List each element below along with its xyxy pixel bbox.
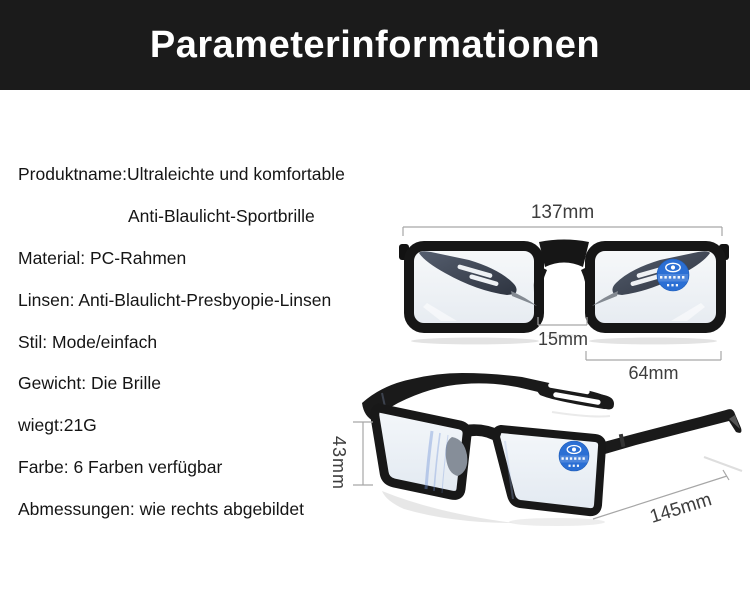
anti-blue-light-sticker: [657, 259, 689, 291]
spec-line-dimensions: Abmessungen: wie rechts abgebildet: [18, 499, 305, 519]
page-title: Parameterinformationen: [149, 23, 601, 66]
dim-label-lens-width: 64mm: [628, 363, 679, 383]
bridge: [539, 240, 589, 268]
shadow: [411, 338, 539, 345]
spec-line-material: Material: PC-Rahmen: [18, 248, 187, 268]
shadow: [704, 457, 742, 471]
header-bar: [0, 0, 750, 90]
shadow: [589, 338, 717, 345]
nose-flange: [534, 265, 547, 295]
shadow: [552, 412, 610, 417]
spec-line-weight-2: wiegt:21G: [18, 415, 97, 435]
spec-line-lenses: Linsen: Anti-Blaulicht-Presbyopie-Linsen: [18, 290, 332, 310]
spec-line-color: Farbe: 6 Farben verfügbar: [18, 457, 223, 477]
spec-line-productname: Produktname:Ultraleichte und komfortable: [18, 164, 345, 184]
spec-line-productname-2: Anti-Blaulicht-Sportbrille: [128, 206, 315, 226]
dim-label-bridge-width: 15mm: [538, 329, 589, 349]
dim-line-lens-width: [586, 351, 721, 360]
nose-flange: [581, 265, 594, 295]
temple-right: [598, 409, 741, 454]
dim-label-temple-length: 145mm: [647, 489, 715, 528]
dim-label-lens-height: 43mm: [329, 435, 349, 490]
right-lens: [496, 429, 602, 512]
shadow: [509, 518, 605, 526]
dim-label-frame-width: 137mm: [530, 202, 595, 223]
anti-blue-light-sticker: [559, 441, 589, 471]
spec-line-style: Stil: Mode/einfach: [18, 332, 158, 352]
spec-line-weight: Gewicht: Die Brille: [18, 373, 161, 393]
